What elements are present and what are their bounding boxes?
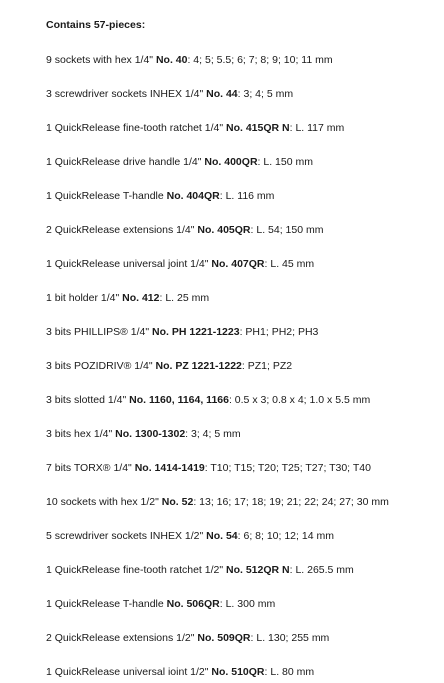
list-item	[46, 189, 274, 203]
item-specs: : L. 265.5 mm	[289, 564, 354, 576]
item-description: 1 QuickRelease fine-tooth ratchet 1/2"	[46, 564, 224, 576]
item-description: 2 QuickRelease extensions 1/4"	[46, 224, 195, 236]
item-specs: : L. 80 mm	[264, 666, 315, 678]
item-specs: : 0.5 x 3; 0.8 x 4; 1.0 x 5.5 mm	[228, 394, 371, 406]
item-specs: : 3; 4; 5 mm	[185, 428, 241, 440]
list-item	[46, 393, 370, 407]
item-model-number: No. 407QR	[211, 258, 265, 270]
item-model-number: No. 1300-1302	[115, 428, 186, 440]
item-model-number: No. 510QR	[211, 666, 265, 678]
list-item	[46, 461, 371, 475]
item-model-number: No. PH 1221-1223	[152, 326, 240, 338]
list-item	[46, 53, 333, 67]
item-model-number: No. 1414-1419	[134, 462, 205, 474]
item-model-number: No. 404QR	[166, 190, 220, 202]
item-model-number: No. 40	[155, 54, 188, 66]
item-description: 1 QuickRelease T-handle	[46, 598, 164, 610]
item-specs: : L. 25 mm	[159, 292, 210, 304]
list-item	[46, 121, 344, 135]
item-specs: : PH1; PH2; PH3	[239, 326, 319, 338]
list-item	[46, 427, 241, 441]
item-description: 3 bits PHILLIPS® 1/4"	[46, 326, 150, 338]
list-heading: Contains 57-pieces:	[46, 19, 146, 31]
item-description: 3 bits hex 1/4"	[46, 428, 113, 440]
item-description: 1 QuickRelease T-handle	[46, 190, 164, 202]
item-model-number: No. 52	[161, 496, 194, 508]
item-description: 3 screwdriver sockets INHEX 1/4"	[46, 88, 204, 100]
item-model-number: No. 506QR	[166, 598, 220, 610]
item-model-number: No. 54	[206, 530, 238, 542]
list-item	[46, 665, 314, 679]
list-item	[46, 631, 329, 645]
item-description: 7 bits TORX® 1/4"	[46, 462, 132, 474]
item-specs: : L. 116 mm	[219, 190, 275, 202]
item-specs: : L. 130; 255 mm	[250, 632, 330, 644]
list-item	[46, 563, 354, 577]
item-description: 9 sockets with hex 1/4"	[46, 54, 154, 66]
list-item	[46, 325, 318, 339]
item-specs: : L. 54; 150 mm	[250, 224, 324, 236]
item-model-number: No. 509QR	[197, 632, 251, 644]
item-description: 1 QuickRelease drive handle 1/4"	[46, 156, 202, 168]
item-specs: : L. 45 mm	[264, 258, 315, 270]
item-specs: : 13; 16; 17; 18; 19; 21; 22; 24; 27; 30 mm	[193, 496, 389, 508]
list-item	[46, 495, 389, 509]
item-specs: : L. 300 mm	[219, 598, 276, 610]
item-model-number: No. 412	[122, 292, 160, 304]
list-item	[46, 155, 313, 169]
item-specs: : L. 150 mm	[257, 156, 313, 168]
item-description: 1 QuickRelease fine-tooth ratchet 1/4"	[46, 122, 224, 134]
item-specs: : L. 117 mm	[289, 122, 345, 134]
item-model-number: No. 405QR	[197, 224, 251, 236]
item-description: 3 bits slotted 1/4"	[46, 394, 127, 406]
item-description: 1 QuickRelease universal joint 1/4"	[46, 258, 209, 270]
item-specs: : 3; 4; 5 mm	[237, 88, 294, 100]
item-description: 1 QuickRelease universal ioint 1/2"	[46, 666, 209, 678]
item-specs: : T10; T15; T20; T25; T27; T30; T40	[204, 462, 371, 474]
list-item	[46, 597, 275, 611]
list-item	[46, 223, 323, 237]
item-model-number: No. 512QR N	[226, 564, 290, 576]
item-specs: : 6; 8; 10; 12; 14 mm	[237, 530, 334, 542]
list-item	[46, 257, 314, 271]
item-description: 5 screwdriver sockets INHEX 1/2"	[46, 530, 204, 542]
item-description: 1 bit holder 1/4"	[46, 292, 120, 304]
item-specs: : PZ1; PZ2	[241, 360, 293, 372]
list-item	[46, 291, 209, 305]
list-item	[46, 359, 292, 373]
item-model-number: No. 44	[206, 88, 238, 100]
item-model-number: No. 1160, 1164, 1166	[129, 394, 229, 406]
list-item	[46, 529, 334, 543]
item-description: 2 QuickRelease extensions 1/2"	[46, 632, 195, 644]
item-specs: : 4; 5; 5.5; 6; 7; 8; 9; 10; 11 mm	[187, 54, 333, 66]
list-item	[46, 87, 293, 101]
item-model-number: No. 400QR	[204, 156, 258, 168]
item-description: 10 sockets with hex 1/2"	[46, 496, 159, 508]
item-model-number: No. 415QR N	[226, 122, 290, 134]
item-model-number: No. PZ 1221-1222	[155, 360, 242, 372]
item-description: 3 bits POZIDRIV® 1/4"	[46, 360, 153, 372]
